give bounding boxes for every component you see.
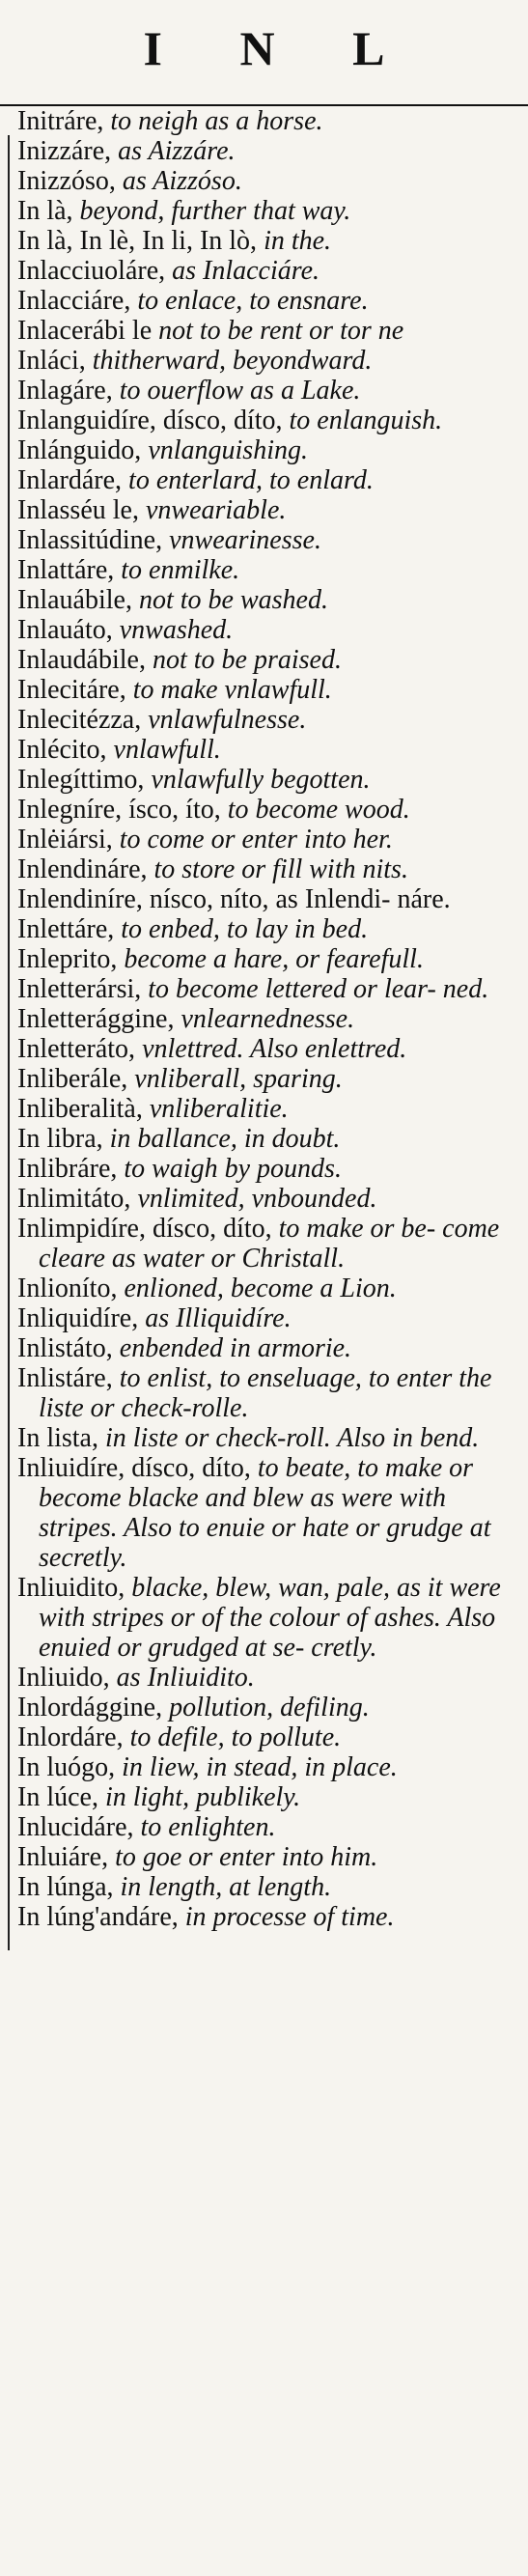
dictionary-entry <box>17 166 519 196</box>
entry-headword: Inliuido, <box>17 1663 110 1693</box>
dictionary-entry <box>17 106 519 136</box>
dictionary-entry <box>17 1214 519 1274</box>
dictionary-entry <box>17 1333 519 1363</box>
entry-gloss: vnweariable. <box>138 495 287 525</box>
dictionary-entry <box>17 1693 519 1722</box>
dictionary-entry <box>17 1094 519 1124</box>
entry-headword: In là, In lè, In li, In lò, <box>17 226 258 256</box>
dictionary-entry <box>17 525 519 555</box>
entry-gloss: not to be rent or tor ne <box>152 316 404 346</box>
entry-gloss: not to be praised. <box>145 645 342 675</box>
entry-gloss: in the. <box>257 226 332 256</box>
entry-headword: Inlardáre, <box>17 465 123 495</box>
entry-headword: In lúnga, <box>17 1872 114 1902</box>
entry-headword: Inlécito, <box>17 735 107 765</box>
entry-gloss: vnwearinesse. <box>162 525 321 555</box>
dictionary-entry <box>17 1722 519 1752</box>
entry-headword: Inleprito, <box>17 944 118 974</box>
dictionary-entry <box>17 1124 519 1154</box>
dictionary-entry <box>17 226 519 256</box>
entry-headword: Inlassitúdine, <box>17 525 163 555</box>
entry-headword: In lúce, <box>17 1782 98 1812</box>
dictionary-entry <box>17 495 519 525</box>
dictionary-entry <box>17 346 519 376</box>
entry-headword: In lista, <box>17 1423 98 1453</box>
dictionary-entry <box>17 376 519 406</box>
entry-headword: Inlacciuoláre, <box>17 256 166 286</box>
dictionary-entry <box>17 705 519 735</box>
dictionary-entry <box>17 1663 519 1693</box>
entry-gloss: in light, publikely. <box>97 1782 301 1812</box>
entry-gloss: to ouerflow as a Lake. <box>112 376 361 406</box>
entry-headword: Inlibráre, <box>17 1154 118 1184</box>
entry-gloss: vnliberall, sparing. <box>127 1064 343 1094</box>
entry-headword: Inluiáre, <box>17 1842 109 1872</box>
entry-gloss: to enbed, to lay in bed. <box>114 914 369 944</box>
entry-gloss: vnlimited, vnbounded. <box>130 1184 377 1214</box>
dictionary-entry <box>17 465 519 495</box>
entry-gloss: to enmilke. <box>114 555 240 585</box>
entry-headword: Inlordággine, <box>17 1693 163 1722</box>
dictionary-entry <box>17 1034 519 1064</box>
entry-headword: Inlattáre, <box>17 555 115 585</box>
entry-gloss: as Illiquidíre. <box>138 1303 292 1333</box>
entry-headword: Inlecitézza, <box>17 705 142 735</box>
entry-headword: Inlimitáto, <box>17 1184 131 1214</box>
dictionary-entry <box>17 406 519 435</box>
entry-headword: Inlėiársi, <box>17 825 113 854</box>
dictionary-entry <box>17 1842 519 1872</box>
entry-headword: Inlendináre, <box>17 854 148 884</box>
entry-headword: Inlucidáre, <box>17 1812 134 1842</box>
entry-headword: Inletteráto, <box>17 1034 136 1064</box>
entry-headword: Inizzáre, <box>17 136 112 166</box>
dictionary-entry <box>17 286 519 316</box>
entry-gloss: to enlist, to enseluage, to enter the liste or check-rolle. <box>39 1363 492 1423</box>
dictionary-entry <box>17 615 519 645</box>
entry-gloss: vnlawfull. <box>106 735 221 765</box>
entry-headword: In luógo, <box>17 1752 116 1782</box>
entry-gloss: pollution, defiling. <box>162 1693 370 1722</box>
entry-gloss: to goe or enter into him. <box>108 1842 378 1872</box>
entry-headword: Inlánguido, <box>17 435 142 465</box>
dictionary-entry <box>17 1154 519 1184</box>
entry-gloss: to make vnlawfull. <box>125 675 332 705</box>
entry-headword: Inlendiníre, nísco, níto, as Inlendi- náre. <box>17 884 451 914</box>
entry-gloss: become a hare, or fearefull. <box>117 944 424 974</box>
dictionary-entry <box>17 1184 519 1214</box>
entry-gloss: to become lettered or lear- ned. <box>141 974 489 1004</box>
page-title: I N L <box>143 21 418 75</box>
dictionary-entry <box>17 1064 519 1094</box>
dictionary-entry <box>17 1812 519 1842</box>
entry-headword: Inlasséu le, <box>17 495 139 525</box>
entry-headword: Inlagáre, <box>17 376 113 406</box>
entry-headword: Inlioníto, <box>17 1274 118 1303</box>
entry-gloss: to enlighten. <box>133 1812 276 1842</box>
entry-gloss: in length, at length. <box>113 1872 332 1902</box>
entry-headword: Inlanguidíre, dísco, díto, <box>17 406 283 435</box>
page-header <box>0 0 528 97</box>
entry-headword: Inlauáto, <box>17 615 113 645</box>
entry-headword: Inlauábile, <box>17 585 132 615</box>
entry-headword: Initráre, <box>17 106 104 136</box>
entry-gloss: thitherward, beyondward. <box>85 346 373 376</box>
entry-gloss: as Aizzóso. <box>115 166 242 196</box>
dictionary-entry <box>17 1303 519 1333</box>
column-rule <box>8 135 10 1950</box>
dictionary-entry <box>17 256 519 286</box>
entry-headword: Inletterággine, <box>17 1004 175 1034</box>
entry-headword: In lúng'andáre, <box>17 1902 179 1932</box>
entry-gloss: as Inlacciáre. <box>165 256 320 286</box>
dictionary-entry <box>17 1782 519 1812</box>
dictionary-entry <box>17 136 519 166</box>
entry-gloss: vnlearnednesse. <box>174 1004 355 1034</box>
entry-headword: Inliquidíre, <box>17 1303 139 1333</box>
entry-gloss: not to be washed. <box>131 585 328 615</box>
entry-gloss: to waigh by pounds. <box>117 1154 342 1184</box>
entry-headword: Inliberále, <box>17 1064 128 1094</box>
dictionary-entry <box>17 944 519 974</box>
entry-headword: Inlacerábi le <box>17 316 153 346</box>
entry-gloss: to come or enter into her. <box>112 825 393 854</box>
dictionary-entry <box>17 555 519 585</box>
dictionary-entry <box>17 675 519 705</box>
entry-headword: Inlistáto, <box>17 1333 113 1363</box>
entry-headword: Inlaudábile, <box>17 645 146 675</box>
entry-headword: Inlordáre, <box>17 1722 124 1752</box>
dictionary-entry <box>17 1004 519 1034</box>
dictionary-entry <box>17 1573 519 1663</box>
entry-gloss: in liste or check-roll. Also in bend. <box>98 1423 480 1453</box>
entry-gloss: beyond, further that way. <box>72 196 351 226</box>
entry-headword: Inláci, <box>17 346 86 376</box>
entry-gloss: vnlawfully begotten. <box>144 765 371 795</box>
entry-headword: In libra, <box>17 1124 103 1154</box>
dictionary-entry <box>17 1274 519 1303</box>
entry-gloss: vnlettred. Also enlettred. <box>135 1034 407 1064</box>
entry-headword: Inliuidíre, dísco, díto, <box>17 1453 251 1483</box>
entry-headword: Inlettáre, <box>17 914 115 944</box>
entry-headword: Inlacciáre, <box>17 286 131 316</box>
dictionary-entry <box>17 1423 519 1453</box>
entry-headword: Inlimpidíre, dísco, díto, <box>17 1214 272 1244</box>
entry-gloss: as Inliuidito. <box>109 1663 255 1693</box>
dictionary-entry <box>17 735 519 765</box>
entry-gloss: blacke, blew, wan, pale, as it were with stripes or of the colour of ashes. Also enuied or grudged at se- cretly. <box>39 1573 501 1663</box>
entry-gloss: enbended in armorie. <box>112 1333 352 1363</box>
dictionary-entry <box>17 914 519 944</box>
entry-gloss: vnwashed. <box>112 615 234 645</box>
dictionary-entry <box>17 585 519 615</box>
dictionary-entry <box>17 974 519 1004</box>
entry-gloss: to enlanguish. <box>282 406 443 435</box>
entry-gloss: to defile, to pollute. <box>123 1722 342 1752</box>
entry-gloss: as Aizzáre. <box>111 136 236 166</box>
entry-gloss: to enlace, to ensnare. <box>130 286 369 316</box>
entry-gloss: in ballance, in doubt. <box>102 1124 341 1154</box>
dictionary-entry <box>17 1872 519 1902</box>
entry-gloss: to store or fill with nits. <box>147 854 408 884</box>
dictionary-entry <box>17 1363 519 1423</box>
dictionary-entry <box>17 1752 519 1782</box>
dictionary-entries <box>17 106 519 1932</box>
entry-gloss: in liew, in stead, in place. <box>115 1752 398 1782</box>
dictionary-entry <box>17 1902 519 1932</box>
dictionary-entry <box>17 316 519 346</box>
entry-gloss: enlioned, become a Lion. <box>117 1274 397 1303</box>
entry-gloss: vnliberalitie. <box>142 1094 289 1124</box>
dictionary-entry <box>17 825 519 854</box>
entry-gloss: in processe of time. <box>178 1902 395 1932</box>
entry-gloss: to make or be- come cleare as water or Christall. <box>39 1214 500 1274</box>
dictionary-entry <box>17 196 519 226</box>
dictionary-entry <box>17 1453 519 1573</box>
entry-gloss: to enterlard, to enlard. <box>122 465 374 495</box>
entry-headword: Inlecitáre, <box>17 675 126 705</box>
entry-gloss: to become wood. <box>220 795 410 825</box>
entry-gloss: vnlawfulnesse. <box>141 705 307 735</box>
entry-headword: Inizzóso, <box>17 166 116 196</box>
entry-headword: Inlegníre, ísco, íto, <box>17 795 221 825</box>
dictionary-entry <box>17 435 519 465</box>
dictionary-entry <box>17 884 519 914</box>
dictionary-entry <box>17 765 519 795</box>
entry-headword: Inliuidito, <box>17 1573 125 1603</box>
entry-headword: Inletterársi, <box>17 974 142 1004</box>
dictionary-entry <box>17 645 519 675</box>
entry-headword: Inlistáre, <box>17 1363 113 1393</box>
entry-headword: In là, <box>17 196 73 226</box>
dictionary-entry <box>17 854 519 884</box>
entry-headword: Inliberalità, <box>17 1094 143 1124</box>
entry-headword: Inlegíttimo, <box>17 765 145 795</box>
entry-gloss: vnlanguishing. <box>141 435 308 465</box>
dictionary-entry <box>17 795 519 825</box>
entry-gloss: to beate, to make or become blacke and blew as were with stripes. Also to enuie or hate or grudge at secretly. <box>39 1453 491 1573</box>
entry-gloss: to neigh as a horse. <box>103 106 323 136</box>
